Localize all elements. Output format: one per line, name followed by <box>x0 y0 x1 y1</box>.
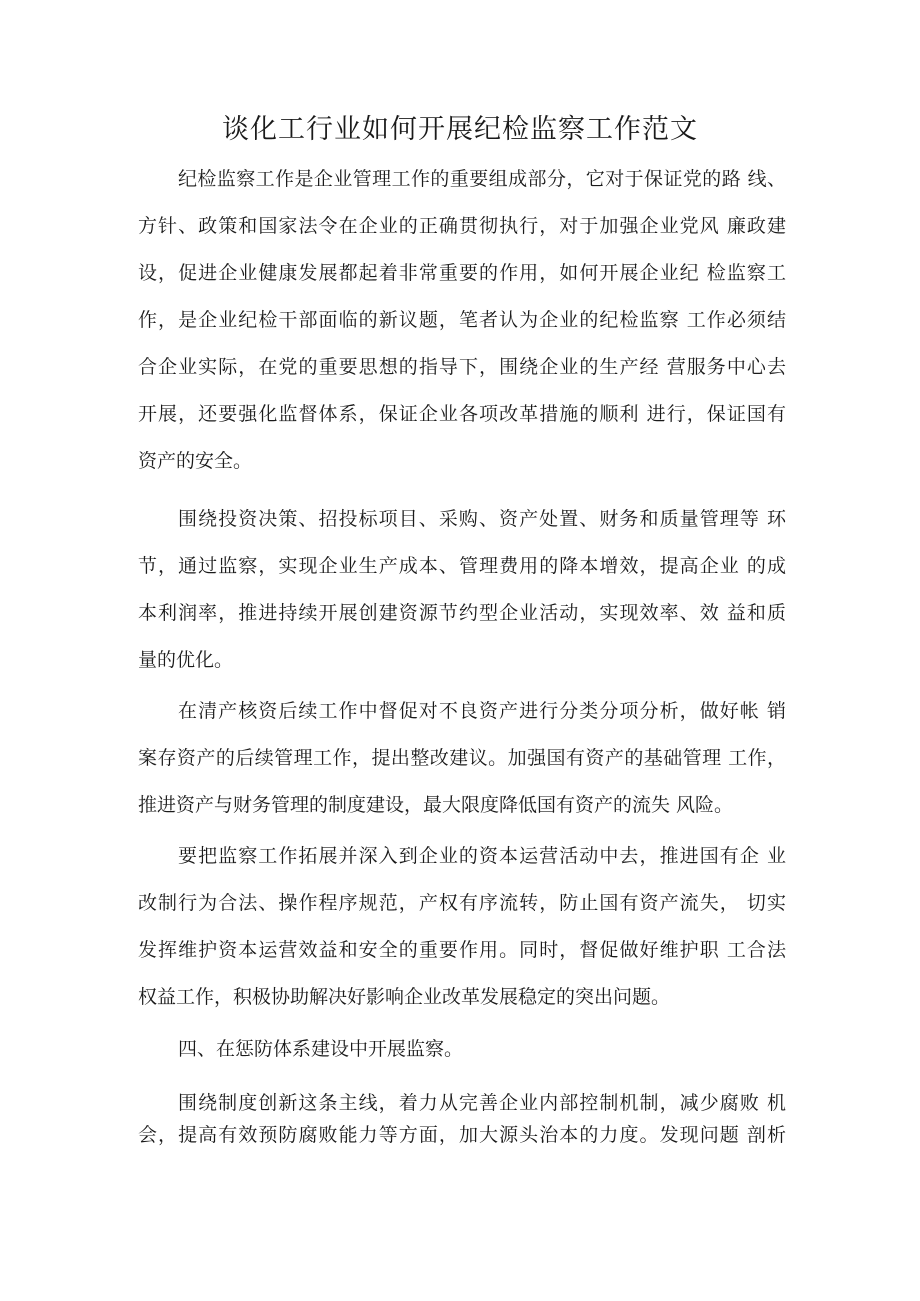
paragraph-2-line-4: 量的优化。 <box>138 649 234 671</box>
document-title: 谈化工行业如何开展纪检监察工作范文 <box>222 114 698 145</box>
paragraph-1-line-7: 资产的安全。 <box>138 450 253 472</box>
paragraph-2-line-1: 围绕投资决策、招投标项目、采购、资产处置、财务和质量管理等 环 <box>178 508 786 530</box>
paragraph-1-line-4: 作，是企业纪检干部面临的新议题，笔者认为企业的纪检监察 工作必须结 <box>138 309 786 331</box>
paragraph-3-line-2: 案存资产的后续管理工作，提出整改建议。加强国有资产的基础管理 工作， <box>138 747 786 769</box>
paragraph-4-line-4: 权益工作，积极协助解决好影响企业改革发展稳定的突出问题。 <box>138 986 671 1008</box>
paragraph-4-line-1: 要把监察工作拓展并深入到企业的资本运营活动中去，推进国有企 业 <box>178 845 786 867</box>
paragraph-1-line-1: 纪检监察工作是企业管理工作的重要组成部分，它对于保证党的路 线、 <box>178 168 786 190</box>
paragraph-2-line-2: 节，通过监察，实现企业生产成本、管理费用的降本增效，提高企业 的成 <box>138 555 786 577</box>
paragraph-5-line-2: 会，提高有效预防腐败能力等方面，加大源头治本的力度。发现问题 剖析 <box>138 1124 786 1146</box>
paragraph-1-line-2: 方针、政策和国家法令在企业的正确贯彻执行，对于加强企业党风 廉政建 <box>138 215 786 237</box>
paragraph-5-line-1: 围绕制度创新这条主线，着力从完善企业内部控制机制，减少腐败 机 <box>178 1092 786 1114</box>
paragraph-1-line-6: 开展，还要强化监督体系，保证企业各项改革措施的顺利 进行，保证国有 <box>138 403 786 425</box>
paragraph-4-line-2: 改制行为合法、操作程序规范，产权有序流转，防止国有资产流失， 切实 <box>138 892 786 914</box>
paragraph-1-line-5: 合企业实际，在党的重要思想的指导下，围绕企业的生产经 营服务中心去 <box>138 356 786 378</box>
paragraph-2-line-3: 本利润率，推进持续开展创建资源节约型企业活动，实现效率、效 益和质 <box>138 602 786 624</box>
paragraph-3-line-1: 在清产核资后续工作中督促对不良资产进行分类分项分析，做好帐 销 <box>178 700 786 722</box>
section-heading: 四、在惩防体系建设中开展监察。 <box>178 1038 464 1060</box>
paragraph-3-line-3: 推进资产与财务管理的制度建设，最大限度降低国有资产的流失 风险。 <box>138 794 734 816</box>
paragraph-1-line-3: 设，促进企业健康发展都起着非常重要的作用，如何开展企业纪 检监察工 <box>138 262 786 284</box>
paragraph-4-line-3: 发挥维护资本运营效益和安全的重要作用。同时，督促做好维护职 工合法 <box>138 939 786 961</box>
